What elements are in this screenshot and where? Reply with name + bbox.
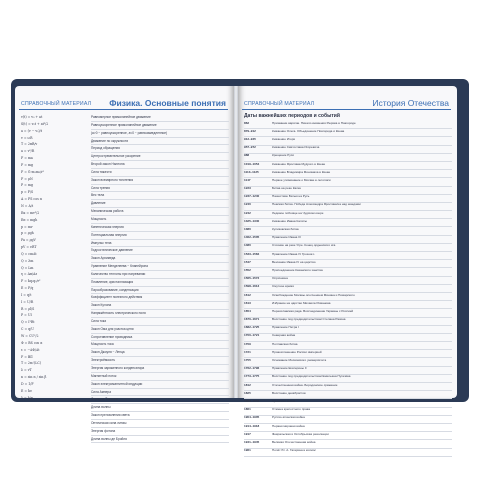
- formula-item: F = kq₁q₂/r²: [21, 279, 41, 284]
- formula-item: E = F/q: [21, 286, 34, 291]
- event-row: [244, 416, 452, 424]
- event-year: 1917: [244, 431, 251, 436]
- formula-item: p = mv: [21, 224, 33, 229]
- event-year: 1019–1054: [244, 161, 260, 166]
- description-item: Парообразование, конденсация: [91, 287, 229, 295]
- event-text: Крещение Руси: [272, 153, 295, 158]
- event-text: Северная война: [272, 333, 296, 338]
- description-item: Длина волны: [91, 404, 229, 412]
- description-item: Сила трения: [91, 185, 229, 193]
- event-row: [244, 121, 452, 129]
- event-text: Основание Московского университета: [272, 358, 327, 363]
- event-text: Отмена крепостного права: [272, 407, 311, 412]
- event-text: Русско-японская война: [272, 415, 305, 420]
- event-text: Куликовская битва: [272, 227, 299, 232]
- description-item: Закон Кулона: [91, 302, 229, 310]
- event-text: Княжение Ярослава Мудрого в Киеве: [272, 161, 326, 166]
- event-year: 957–972: [244, 145, 256, 150]
- event-text: Избрание на царство Михаила Романова: [272, 300, 331, 305]
- event-text: Провозглашение России империей: [272, 349, 322, 354]
- event-row: [244, 334, 452, 342]
- description-item: Сила тока: [91, 318, 229, 326]
- formula-item: Q = Lm: [21, 265, 34, 270]
- events-table: [244, 121, 452, 457]
- event-row: [244, 424, 452, 432]
- event-year: 1762–1796: [244, 366, 260, 371]
- description-item: Закон электромагнитной индукции: [91, 381, 229, 389]
- formula-item: E = hν: [21, 388, 33, 393]
- description-item: Сила тяжести: [91, 169, 229, 177]
- event-year: 1242: [244, 210, 251, 215]
- event-year: 1147: [244, 177, 251, 182]
- left-page-label: СПРАВОЧНЫЙ МАТЕРИАЛ: [21, 101, 92, 107]
- event-text: Присоединение Казанского ханства: [272, 267, 323, 272]
- event-year: 1670–1671: [244, 317, 260, 322]
- event-year: 1773–1775: [244, 374, 260, 379]
- event-year: 1700–1721: [244, 333, 260, 338]
- description-item: Движение по окружности: [91, 138, 229, 146]
- event-row: [244, 375, 452, 383]
- formula-item: T = 2π√(LC): [21, 361, 42, 366]
- event-row: [244, 154, 452, 162]
- formula-item: R = ρl/S: [21, 306, 35, 311]
- left-page-title: Физика. Основные понятия: [109, 98, 226, 108]
- event-text: Княжение Игоря: [272, 136, 296, 141]
- formula-item: A = FS cos α: [21, 197, 42, 202]
- event-text: Правление Екатерины II: [272, 366, 307, 371]
- event-year: 1961: [244, 448, 251, 453]
- description-item: Механическая работа: [91, 208, 229, 216]
- formula-item: a = (v − v₀)/t: [21, 128, 43, 133]
- formula-item: Q = I²Rt: [21, 320, 35, 325]
- event-year: 1904–1905: [244, 415, 260, 420]
- description-item: Закон Джоуля − Ленца: [91, 349, 229, 357]
- formula-item: λ = vT: [21, 368, 32, 373]
- event-year: 1941–1945: [244, 439, 260, 444]
- event-text: Смутное время: [272, 284, 294, 289]
- event-year: 1547: [244, 259, 251, 264]
- formula-item: F = G·m₁m₂/r²: [21, 169, 44, 174]
- formula-item: a = v²/R: [21, 149, 35, 154]
- description-item: Напряжённость электрического поля: [91, 310, 229, 318]
- event-text: Правление Ивана IV Грозного: [272, 251, 315, 256]
- event-row: [244, 383, 452, 391]
- description-item: Равномерное прямолинейное движение: [91, 114, 229, 122]
- event-text: Февральская и Октябрьская революции: [272, 431, 329, 436]
- event-year: 1113–1125: [244, 169, 259, 174]
- event-year: 1682–1725: [244, 325, 260, 330]
- event-year: 1380: [244, 227, 251, 232]
- formula-item: Fa = ρgV: [21, 238, 36, 243]
- event-row: [244, 293, 452, 301]
- formula-item: S(t) = v₀t + at²/2: [21, 121, 49, 126]
- event-year: 1462–1505: [244, 235, 260, 240]
- formula-item: F = BIl: [21, 354, 33, 359]
- event-text: Переяславская рада. Воссоединение Украины с Россией: [272, 308, 354, 313]
- event-row: [244, 449, 452, 457]
- description-column: [91, 114, 229, 443]
- formula-item: N = A/t: [21, 203, 34, 208]
- description-item: Закон преломления света: [91, 412, 229, 420]
- description-item: Равноускоренное прямолинейное движение: [91, 122, 229, 130]
- formula-item: F = ma: [21, 156, 33, 161]
- event-year: 1237–1240: [244, 194, 260, 199]
- event-year: 1721: [244, 349, 251, 354]
- event-year: 1914–1918: [244, 423, 260, 428]
- description-item: Давление: [91, 200, 229, 208]
- formula-item: F = mg: [21, 162, 33, 167]
- right-page-header: [242, 95, 451, 110]
- event-year: 862: [244, 120, 250, 125]
- right-page-label: СПРАВОЧНЫЙ МАТЕРИАЛ: [244, 101, 315, 107]
- event-year: 1654: [244, 308, 251, 313]
- formula-item: T = 2πR/v: [21, 142, 38, 147]
- description-item: Магнитный поток: [91, 373, 229, 381]
- event-year: 1709: [244, 341, 251, 346]
- event-text: Восстание декабристов: [272, 390, 306, 395]
- description-item: Коэффициент полезного действия: [91, 294, 229, 302]
- event-text: Нашествие Батыя на Русь: [272, 194, 310, 199]
- description-item: Сопротивление проводника: [91, 334, 229, 342]
- event-text: Княжение Олега. Объединение Новгорода и Киева: [272, 128, 345, 133]
- event-year: 1223: [244, 186, 251, 191]
- event-text: Освобождение Москвы ополчением Минина и Пожарского: [272, 292, 355, 297]
- event-text: Первая мировая война: [272, 423, 305, 428]
- event-text: Правление Ивана III: [272, 235, 301, 240]
- formula-item: Q = λm: [21, 258, 34, 263]
- formula-item: p = F/S: [21, 190, 34, 195]
- description-item: Вес тела: [91, 192, 229, 200]
- event-text: Княжение Владимира Мономаха в Киеве: [272, 169, 331, 174]
- formula-item: λ = h/p: [21, 395, 33, 400]
- right-page-title: История Отечества: [372, 98, 449, 108]
- description-item: Уравнение Менделеева − Клапейрона: [91, 263, 229, 271]
- event-text: Полтавская битва: [272, 341, 298, 346]
- event-text: Правление Петра I: [272, 325, 299, 330]
- event-text: Первое упоминание о Москве в летописи: [272, 177, 331, 182]
- formula-item: Φ = BS cos α: [21, 340, 43, 345]
- event-text: Призвание варягов. Начало княжения Рюрика в Новгороде: [272, 120, 356, 125]
- formula-item: n = sin α / sin β: [21, 375, 47, 380]
- event-text: Битва на реке Калке: [272, 186, 302, 191]
- event-year: 1480: [244, 243, 251, 248]
- formula-item: F = μN: [21, 176, 33, 181]
- description-item: Второй закон Ньютона: [91, 161, 229, 169]
- formula-item: P = mg: [21, 183, 33, 188]
- event-text: Великая Отечественная война: [272, 439, 316, 444]
- event-row: [244, 203, 452, 211]
- event-text: Княжение Святослава Игоревича: [272, 145, 320, 150]
- description-item: Закон Архимеда: [91, 255, 229, 263]
- description-item: Центростремительное ускорение: [91, 153, 229, 161]
- left-page: [15, 86, 234, 441]
- formula-item: η = Aп/Aз: [21, 272, 38, 277]
- event-text: Восстание под предводительством Емельяна Пугачёва: [272, 374, 351, 379]
- event-text: Отечественная война. Бородинское сражение: [272, 382, 338, 387]
- description-item: Энергия заряженного конденсатора: [91, 365, 229, 373]
- formula-item: Q = cmΔt: [21, 251, 37, 256]
- event-text: Невская битва. Победа Александра Ярославича над шведами: [272, 202, 361, 207]
- event-year: 1613: [244, 300, 251, 305]
- description-item: Гидростатическое давление: [91, 247, 229, 255]
- event-row: [244, 285, 452, 293]
- description-item: Энергия фотона: [91, 428, 229, 436]
- description-item: (a>0 − равноускоренное, a<0 − равнозамедленное): [91, 130, 229, 138]
- description-item: Закон Ома для участка цепи: [91, 326, 229, 334]
- event-year: 1552: [244, 267, 251, 272]
- formula-column: [21, 114, 83, 401]
- description-item: Сила Ампера: [91, 389, 229, 397]
- description-item: Длина волны де Бройля: [91, 436, 229, 444]
- event-row: [244, 244, 452, 252]
- description-item: Мощность тока: [91, 341, 229, 349]
- formula-item: W = CU²/2: [21, 334, 39, 338]
- formula-item: I = q/t: [21, 292, 32, 297]
- description-item: Плавление, кристаллизация: [91, 279, 229, 287]
- event-text: Княжение Ивана Калиты: [272, 218, 307, 223]
- event-text: Венчание Ивана IV на царство: [272, 259, 316, 264]
- description-item: Количество теплоты при нагревании: [91, 271, 229, 279]
- event-year: 1598–1613: [244, 284, 260, 289]
- formula-item: ε = −ΔΦ/Δt: [21, 347, 40, 352]
- description-item: Электроёмкость: [91, 357, 229, 365]
- description-item: Потенциальная энергия: [91, 232, 229, 240]
- event-year: 912–945: [244, 136, 256, 141]
- formula-item: pV = νRT: [21, 245, 37, 250]
- formula-item: v(t) = v₀ + at: [21, 115, 43, 119]
- event-year: 1812: [244, 382, 251, 387]
- event-year: 1240: [244, 202, 251, 207]
- description-item: Оптическая сила линзы: [91, 420, 229, 428]
- description-item: Импульс тела: [91, 240, 229, 248]
- event-year: 1825: [244, 390, 251, 395]
- event-year: 1612: [244, 292, 251, 297]
- formula-item: p = ρgh: [21, 231, 34, 236]
- event-text: Полёт Ю. А. Гагарина в космос: [272, 448, 316, 453]
- event-row: [244, 162, 452, 170]
- description-item: Период обращения: [91, 145, 229, 153]
- event-row: [244, 252, 452, 260]
- formula-item: Eп = mgh: [21, 217, 38, 222]
- event-text: Крымская война: [272, 398, 296, 403]
- event-year: 1565–1572: [244, 276, 260, 281]
- description-item: Формула Томсона: [91, 396, 229, 404]
- right-page-subtitle: Даты важнейших периодов и событий: [244, 113, 340, 119]
- event-text: Восстание под предводительством Степана Разина: [272, 317, 346, 322]
- event-text: Стояние на реке Угре. Конец ордынского ига: [272, 243, 336, 248]
- event-year: 1853–1856: [244, 398, 260, 403]
- right-page: [238, 86, 457, 453]
- event-text: Ледовое побоище на Чудском озере: [272, 210, 324, 215]
- formula-item: I = U/R: [21, 299, 34, 304]
- description-item: Мощность: [91, 216, 229, 224]
- event-year: 1325–1340: [244, 218, 260, 223]
- event-year: 988: [244, 153, 250, 158]
- formula-item: D = 1/F: [21, 381, 34, 386]
- event-text: Опричнина: [272, 276, 288, 281]
- event-year: 1533–1584: [244, 251, 260, 256]
- formula-item: v = ωR: [21, 135, 33, 140]
- formula-item: C = q/U: [21, 327, 34, 332]
- formula-item: Eк = mv²/2: [21, 210, 40, 215]
- event-year: 1755: [244, 358, 251, 363]
- description-item: Кинетическая энергия: [91, 224, 229, 232]
- description-item: Закон всемирного тяготения: [91, 177, 229, 185]
- formula-item: P = UI: [21, 313, 32, 318]
- event-year: 879–912: [244, 128, 256, 133]
- left-page-header: [19, 95, 228, 110]
- event-year: 1861: [244, 407, 251, 412]
